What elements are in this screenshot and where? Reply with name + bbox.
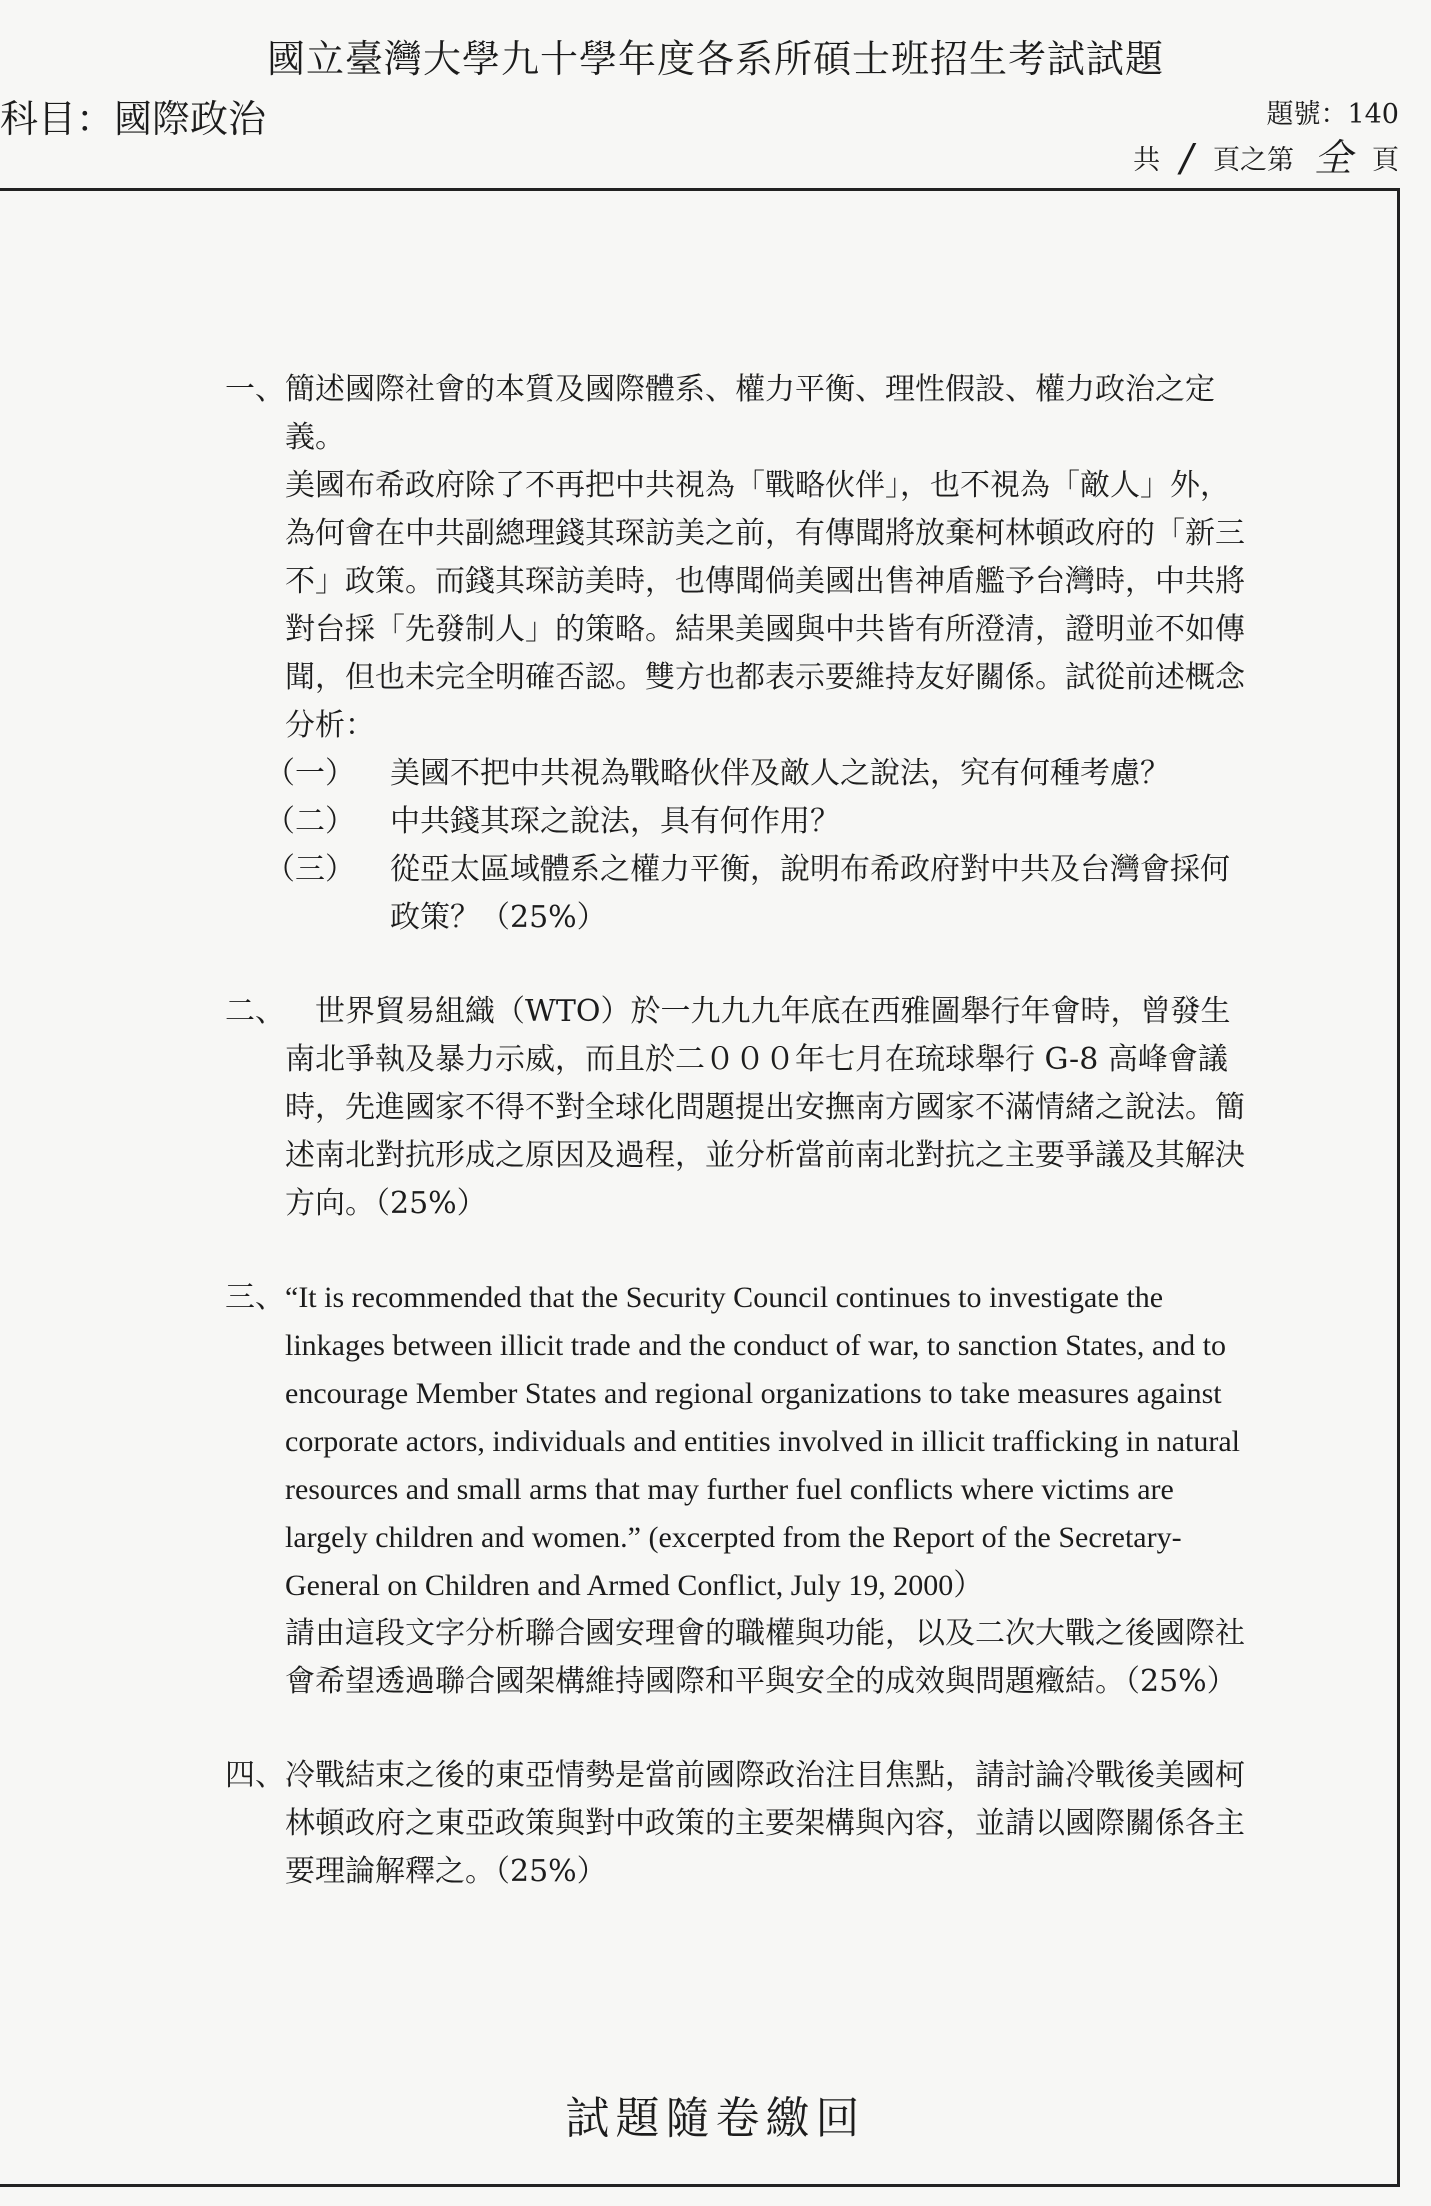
question-number: 題號：140 bbox=[1266, 99, 1399, 130]
question-1-sub-3 bbox=[265, 846, 1245, 942]
question-2 bbox=[225, 988, 1245, 1228]
question-4 bbox=[225, 1752, 1245, 1896]
pages-mid: 頁之第 bbox=[1212, 145, 1294, 176]
question-1 bbox=[225, 366, 1245, 942]
exam-title: 國立臺灣大學九十學年度各系所碩士班招生考試試題 bbox=[266, 37, 1164, 81]
page-count bbox=[1133, 136, 1399, 180]
sub-1-number: （一） bbox=[265, 756, 355, 791]
question-1-number: 一、 bbox=[225, 372, 285, 407]
question-1-context: 美國布希政府除了不再把中共視為「戰略伙伴」，也不視為「敵人」外，為何會在中共副總理錢其琛訪美之前，有傳聞將放棄柯林頓政府的「新三不」政策。而錢其琛訪美時，也傳聞倘美國出售神盾艦予台灣時，中共將對台採「先發制人」的策略。結果美國與中共皆有所澄清，證明並不如傳聞，但也未完全明確否認。雙方也都表示要維持友好關係。試從前述概念分析： bbox=[285, 468, 1245, 743]
return-paper-stamp: 試題隨卷繳回 bbox=[565, 2093, 866, 2144]
sub-2-text: 中共錢其琛之說法，具有何作用？ bbox=[390, 804, 840, 839]
question-1-definition: 簡述國際社會的本質及國際體系、權力平衡、理性假設、權力政治之定義。 bbox=[285, 372, 1215, 455]
question-3-text: 請由這段文字分析聯合國安理會的職權與功能，以及二次大戰之後國際社會希望透過聯合國架構維持國際和平與安全的成效與問題癥結。（25%） bbox=[285, 1616, 1245, 1699]
question-4-number: 四、 bbox=[225, 1758, 285, 1793]
question-1-sub-1 bbox=[265, 750, 1245, 798]
pages-current: 全 bbox=[1313, 136, 1352, 180]
question-4-text: 冷戰結束之後的東亞情勢是當前國際政治注目焦點，請討論冷戰後美國柯林頓政府之東亞政策與對中政策的主要架構與內容，並請以國際關係各主要理論解釋之。（25%） bbox=[285, 1758, 1245, 1889]
subject-label: 科目：國際政治 bbox=[0, 97, 267, 141]
pages-prefix: 共 bbox=[1133, 145, 1161, 176]
sub-3-number: （三） bbox=[265, 852, 355, 887]
question-3 bbox=[225, 1274, 1245, 1706]
sub-3-text: 從亞太區域體系之權力平衡，說明布希政府對中共及台灣會採何政策？（25%） bbox=[390, 852, 1230, 935]
question-3-number: 三、 bbox=[225, 1280, 285, 1315]
pages-total: / bbox=[1180, 136, 1193, 180]
question-list bbox=[225, 366, 1245, 1896]
question-1-sub-2 bbox=[265, 798, 1245, 846]
question-3-quote: “It is recommended that the Security Council continues to investigate the linkages between illicit trade and the conduct of war, to sanction States, and to encourage Member States and regional organizations to take measures against corporate actors, individuals and entities involved in illicit trafficking in natural resources and small arms that may further fuel conflicts where victims are largely children and women.” (excerpted from the Report of the Secretary-General on Children and Armed Conflict, July 19, 2000） bbox=[285, 1281, 1241, 1602]
sub-1-text: 美國不把中共視為戰略伙伴及敵人之說法，究有何種考慮？ bbox=[390, 756, 1170, 791]
sub-2-number: （二） bbox=[265, 804, 355, 839]
pages-suffix: 頁 bbox=[1372, 145, 1399, 176]
question-2-text: 世界貿易組織（WTO）於一九九九年底在西雅圖舉行年會時，曾發生南北爭執及暴力示威，而且於二０００年七月在琉球舉行 G-8 高峰會議時，先進國家不得不對全球化問題提出安撫南方國家不滿情緒之說法。簡述南北對抗形成之原因及過程，並分析當前南北對抗之主要爭議及其解決方向。（25%） bbox=[285, 994, 1245, 1221]
question-2-number: 二、 bbox=[225, 994, 285, 1029]
